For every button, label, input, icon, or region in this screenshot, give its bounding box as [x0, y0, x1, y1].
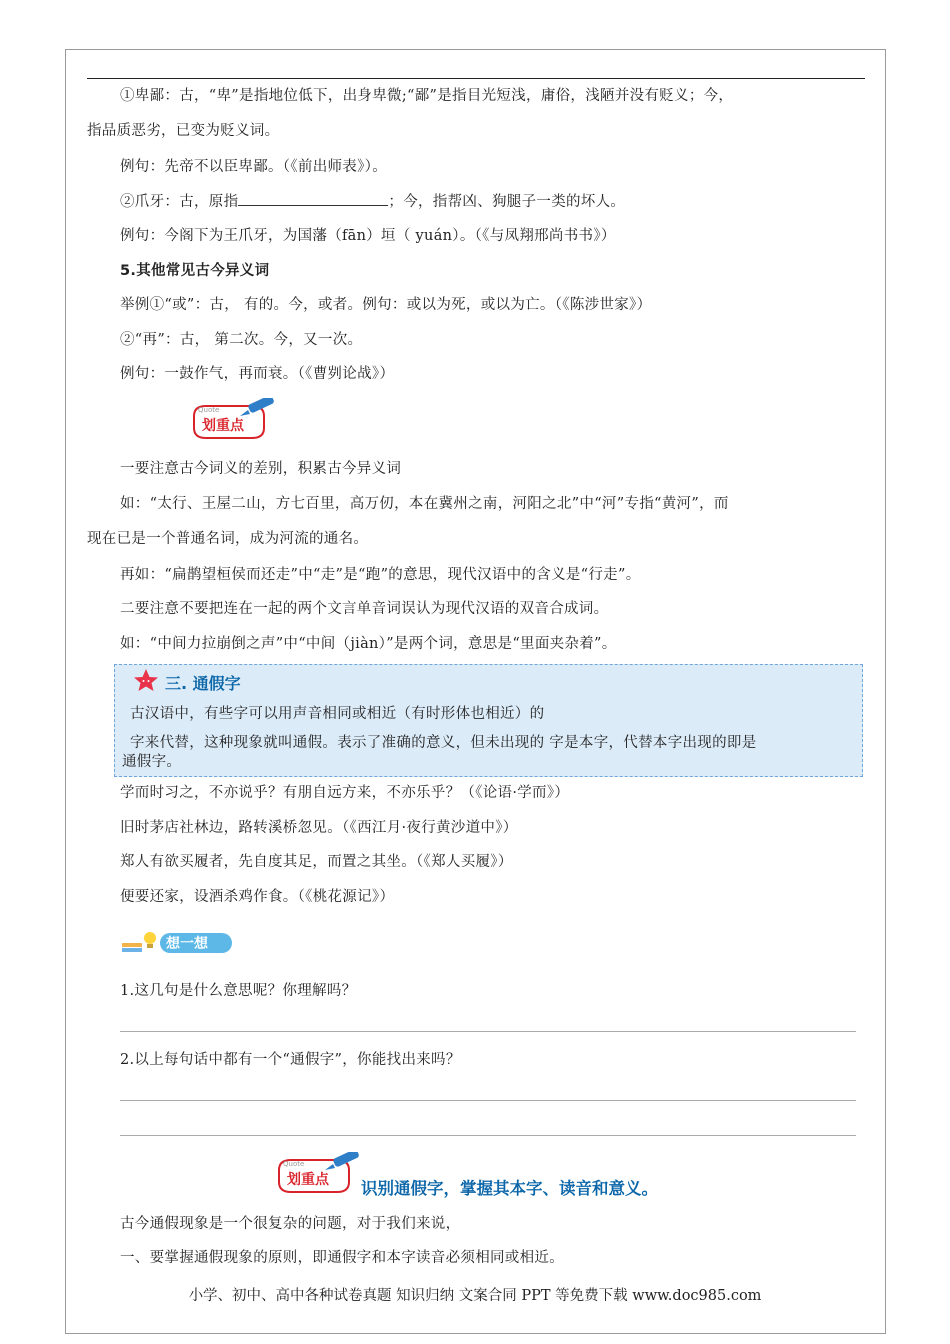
badge-text: 划重点 [287, 1172, 329, 1188]
key-point-badge-icon [275, 1152, 361, 1198]
box-text: 通假字。 [122, 754, 182, 770]
example-line: 旧时茅店社林边，路转溪桥忽见。（《西江月·夜行黄沙道中》） [120, 820, 518, 836]
text-line: 例句：今阁下为王爪牙，为国藩（fān）垣（ yuán）。（《与凤翔邢尚书书》） [120, 228, 616, 244]
text-line: 再如：“扁鹊望桓侯而还走”中“走”是“跑”的意思，现代汉语中的含义是“行走”。 [120, 567, 641, 583]
key-point-highlight: 识别通假字，掌握其本字、读音和意义。 [361, 1179, 658, 1198]
badge-small-text: Quote [283, 1160, 305, 1168]
answer-line[interactable] [120, 1100, 856, 1101]
think-label: 想一想 [166, 936, 208, 952]
text-line: 举例①“或”：古， 有的。今，或者。例句：或以为死，或以为亡。（《陈涉世家》） [120, 297, 652, 313]
text-line: ①卑鄙：古，“卑”是指地位低下，出身卑微;“鄙”是指目光短浅，庸俗，浅陋并没有贬义；今， [120, 88, 734, 104]
text-line: 一要注意古今词义的差别，积累古今异义词 [120, 461, 402, 477]
text-line: 古今通假现象是一个很复杂的问题，对于我们来说， [120, 1216, 461, 1232]
text-segment: ；今，指帮凶、狗腿子一类的坏人。 [388, 194, 626, 210]
fill-blank[interactable] [238, 191, 388, 206]
section-title: 三. 通假字 [165, 674, 241, 693]
answer-line[interactable] [120, 1031, 856, 1032]
text-line [120, 191, 625, 212]
text-line: ②“再”：古， 第二次。今，又一次。 [120, 332, 363, 348]
box-text: 字来代替，这种现象就叫通假。表示了准确的意义，但未出现的 字是本字，代替本字出现的即是 [130, 735, 757, 751]
text-line: 指品质恶劣，已变为贬义词。 [87, 123, 280, 139]
answer-line[interactable] [120, 1135, 856, 1136]
text-line: 现在已是一个普通名词，成为河流的通名。 [87, 531, 369, 547]
text-segment: ②爪牙：古，原指 [120, 194, 239, 210]
badge-small-text: Quote [198, 406, 220, 414]
question: 1.这几句是什么意思呢？你理解吗？ [120, 983, 357, 999]
example-line: 学而时习之，不亦说乎？有朋自远方来，不亦乐乎？（《论语·学而》） [120, 785, 570, 801]
example-line: 郑人有欲买履者，先自度其足，而置之其坐。（《郑人买履》） [120, 854, 513, 870]
text-line: 二要注意不要把连在一起的两个文言单音词误认为现代汉语的双音合成词。 [120, 601, 609, 617]
text-line: 如：“中间力拉崩倒之声”中“中间（jiàn）”是两个词，意思是“里面夹杂着”。 [120, 636, 617, 652]
question: 2.以上每句话中都有一个“通假字”，你能找出来吗？ [120, 1052, 461, 1068]
badge-text: 划重点 [202, 418, 244, 434]
section-heading: 5.其他常见古今异义词 [120, 263, 270, 279]
text-line: 如：“太行、王屋二山，方七百里，高万仞，本在冀州之南，河阳之北”中“河”专指“黄河”，而 [120, 496, 729, 512]
box-text: 古汉语中，有些字可以用声音相同或相近（有时形体也相近）的 [130, 706, 545, 722]
example-line: 便要还家，设酒杀鸡作食。（《桃花源记》） [120, 889, 395, 905]
think-badge-icon [120, 929, 240, 955]
header-rule [87, 78, 865, 79]
key-point-badge-icon [190, 398, 276, 444]
star-icon [131, 668, 161, 692]
page-footer: 小学、初中、高中各种试卷真题 知识归纳 文案合同 PPT 等免费下载 www.doc985.com [188, 1288, 762, 1304]
text-line: 例句：先帝不以臣卑鄙。（《前出师表》）。 [120, 159, 387, 175]
text-line: 例句：一鼓作气，再而衰。（《曹刿论战》） [120, 366, 395, 382]
text-line: 一、要掌握通假现象的原则，即通假字和本字读音必须相同或相近。 [120, 1250, 564, 1266]
